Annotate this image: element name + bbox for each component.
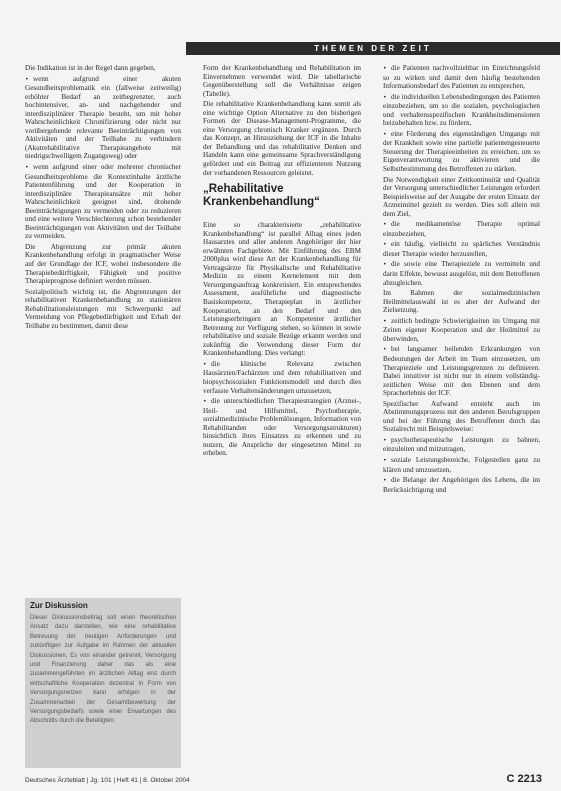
paragraph: Die rehabilitative Krankenbehandlung kann somit als eine wichtige Option Alternative zu den bisherigen Formen der Disease-Management-Programme, die eine Versorgung chronisch Kranker ergänzen. Durch das Konzept, an Hinzuziehung der ICF in die Inhalte der Behandlung und das rehabilitative Denken und Handeln kann eine gemeinsame Sprachverständigung gefördert und ein Beitrag zur effizienteren Nutzung der vorhandenen Ressourcen geleistet. [203, 100, 361, 177]
paragraph: Die Notwendigkeit einer Zeitkontinuität und Qualität der Versorgung unterschiedlicher Leistungen erfordert Beispielsweise auf der Ausgabe der ersten Einsatz der Arzneimittel gezielt zu werden. Dies soll allein mit dem Ziel, [383, 175, 540, 218]
bullet-icon: • [203, 360, 207, 368]
paragraph: Sozialpolitisch wichtig ist, die Abgrenzungen der rehabilitativen Krankenbehandlung zu stationären Rehabilitationsleistungen mit Schwerpunkt auf Vermeidung von Pflegebedürftigkeit und Erhalt der Teilhabe zu bestimmen, damit diese [25, 287, 181, 330]
column-middle [203, 64, 361, 460]
bullet-paragraph: • die klinische Relevanz zwischen Hausärzten/Fachärzten und dem rehabilitativen und biopsychosozialen Funktionsmodell und durch dies verfasste Verhaltensänderungen umzusetzen, [203, 359, 361, 395]
bullet-icon: • [383, 456, 387, 464]
discussion-box [25, 598, 181, 768]
section-heading: „Rehabilitative Krankenbehandlung“ [203, 183, 320, 209]
paragraph: Spezifischer Aufwand entsteht auch im Abstimmungsprozess mit den anderen Berufsgruppen und bei der Führung des Betroffenen durch das Sozialrecht mit Beispielsweise: [383, 399, 540, 434]
bullet-paragraph: • bei langsamer heilenden Erkrankungen von Bedeutungen der Arbeit im Team einzusetzen, um Therapieziele und Leistungsgrenzen zu definieren. Dabei intuitiver ist nicht nur in einem vollständig-zeitlichen Weise mit den Ebenen und dem Spracherlebnis der ICF. [383, 345, 540, 398]
bullet-paragraph: • wenn aufgrund einer oder mehrerer chronischer Gesundheitsprobleme die Kontextinhalte ärztliche Patientenführung und der Kooperation in interdisziplinäre Therapieansätze mit hoher Wahrscheinlichkeit geeignet sind, drohende Beeinträchtigungen zu vermeiden oder zu reduzieren und eine weitere Verschlechterung schon bestehender Beeinträchtigungen von Aktivitäten und der Teilhabe zu vermeiden. [25, 163, 181, 241]
paragraph: Eine so charakterisierte „rehabilitative Krankenbehandlung“ ist parallel Alltag eines jeden Hausarztes und aller anderen Angehöriger der hier erwähnten Fachgebiete. Mit Einführung des EBM 2000plus wird diese Art der Krankenbehandlung für Vertragsärzte für Physikalische und Rehabilitative Medizin zu einem Kernelement mit dem Versorgungsauftrag konkretisiert. Ein entsprechendes Assessment, ausführliche und diagnostische Basiskompetenz, Therapieplan in ärztlicher Kooperation, an den Bedarf und den Leistungserbringern an Kompetenter ärztlicher Betreuung zur Verfügung stehen, so können in sowie rehabilitative und soziale Bezüge erkannt werden und zukünftig die Verwendung dieser Form der Krankenbehandlung. Dies verlangt: [203, 221, 361, 358]
bullet-paragraph: • die Belange der Angehörigen des Lebens, die im Berücksichtigung und [383, 476, 540, 494]
page-number: C 2213 [506, 773, 542, 785]
bullet-icon: • [383, 477, 387, 485]
paragraph: Die Abgrenzung zur primär akuten Krankenbehandlung erfolgt in pragmatischer Weise auf der Grundlage der ICF, wobei insbesondere die Therapiebedürftigkeit, Fähigkeit und positive Therapieprognose definiert werden müssen. [25, 242, 181, 286]
bullet-paragraph: • die medikamentöse Therapie optimal einzubeziehen, [383, 220, 540, 238]
column-right [383, 64, 540, 496]
bullet-icon: • [383, 65, 387, 72]
bullet-icon: • [383, 261, 387, 269]
bullet-paragraph: • psychotherapeutische Leistungen zu bahnen, einzuleiten und mitzutragen, [383, 435, 540, 454]
bullet-icon: • [383, 221, 387, 229]
bullet-paragraph: • eine Förderung des eigenständigen Umgangs mit der Krankheit sowie eine partielle patientengesteuerte Steuerung der Therapieeinheiten zu erreichen, um so Eigenverantwortung zu aktivieren und die Selbstbestimmung des Betroffenen zu stärken. [383, 129, 540, 174]
paragraph: Form der Krankenbehandlung und Rehabilitation im Einvernehmen verwendet wird. Die tabellarische Gegenüberstellung soll die Verhältnisse zeigen (Tabelle). [203, 64, 361, 98]
bullet-icon: • [383, 241, 387, 249]
bullet-paragraph: • wenn aufgrund einer akuten Gesundheitsproblematik ein (fallweise zeitweilig) erhöhter Bedarf an zeitbegrenzter, auch hochintensiver, an- und nachgehender und interdisziplinärer Therapie besteht, um mit hoher Wahrscheinlichkeit Chronifizierung oder nicht nur vorübergehende relevante Beeinträchtigungen von Aktivitäten und der Teilhabe zu verhindern (Akutrehabilitative Therapieangebote mit niedrigschwelligem Zugangsweg) oder [25, 74, 181, 161]
bullet-icon: • [25, 75, 29, 83]
discussion-box-text: Dieser Diskussionsbeitrag soll einen theoretischen Ansatz dazu darstellen, wie eine rehabilitative Betreuung der heutigen Anforderungen und zukünftigen zur Aufgabe im Rahmen der aktuellen Diskussionen. Es von einander getrennt, Versorgung und Finanzierung daher das als eine zusammengeführten im ärztlichen Alltag erst durch wirtschaftliche Kooperation dezentral in Form von Versorgungsnetzen kann erfolgen in der Zusammenarbeit der Gesamtbewertung der Versorgungsbedarfs sowie einer Erwartungen des Abschnitts durch die Beteiligten. [30, 615, 176, 725]
bullet-paragraph: • die unterschiedlichen Therapiestrategien (Arznei-, Heil- und Hilfsmittel, Psychotherapie, sozialmedizinische Problemlösungen, Information von Rehabilitanden oder Versorgungsstrukturen) hinsichtlich ihres Einsatzes zu erkennen und zu nutzen, die Ansprüche der eingesetzten Mittel zu erheben. [203, 397, 361, 458]
bullet-paragraph: • ein häufig, vielleicht zu spärliches Verständnis dieser Therapie wieder herzustellen, [383, 240, 540, 258]
journal-footer: Deutsches Ärzteblatt | Jg. 101 | Heft 41 | 8. Oktober 2004 [25, 777, 190, 784]
section-header: THEMEN DER ZEIT [186, 42, 560, 55]
paragraph: Die Indikation ist in der Regel dann gegeben, [25, 64, 156, 72]
bullet-icon: • [383, 436, 387, 444]
bullet-icon: • [25, 164, 29, 172]
column-left [25, 64, 181, 332]
bullet-paragraph: • die individuellen Lebensbedingungen des Patienten einzubeziehen, um so die sozialen, psychologischen und verhaltensspezifischen Krankheitsdimensionen beizubehalten bzw. zu fördern, [383, 92, 540, 128]
discussion-box-title: Zur Diskussion [30, 601, 88, 610]
bullet-icon: • [383, 346, 387, 354]
paragraph: Im Rahmen der sozialmedizinischen Heilmittelauswahl ist es aber der Aufwand der Zielsetzung. [383, 289, 540, 315]
bullet-icon: • [383, 317, 387, 325]
bullet-paragraph: • die Patienten nachvollziehbar im Einrichtungsfeld so zu wirken und damit dem häufig bestehenden Informationsbedarf des Patienten zu entsprechen, [383, 64, 540, 91]
bullet-icon: • [203, 398, 207, 406]
bullet-icon: • [383, 93, 387, 101]
bullet-paragraph: • zeitlich bedingte Schwierigkeiten im Umgang mit Zeiten eigener Kooperation und der Heilmittel zu überwinden, [383, 316, 540, 343]
bullet-icon: • [383, 130, 387, 138]
bullet-paragraph: • soziale Leistungsbereiche, Folgestellen ganz zu klären und umzusetzen, [383, 455, 540, 474]
bullet-paragraph: • die sowie eine Therapieziele zu vermitteln und darin Effekte, bewusst ausgelöst, mit dem Betroffenen abzugleichen. [383, 260, 540, 287]
